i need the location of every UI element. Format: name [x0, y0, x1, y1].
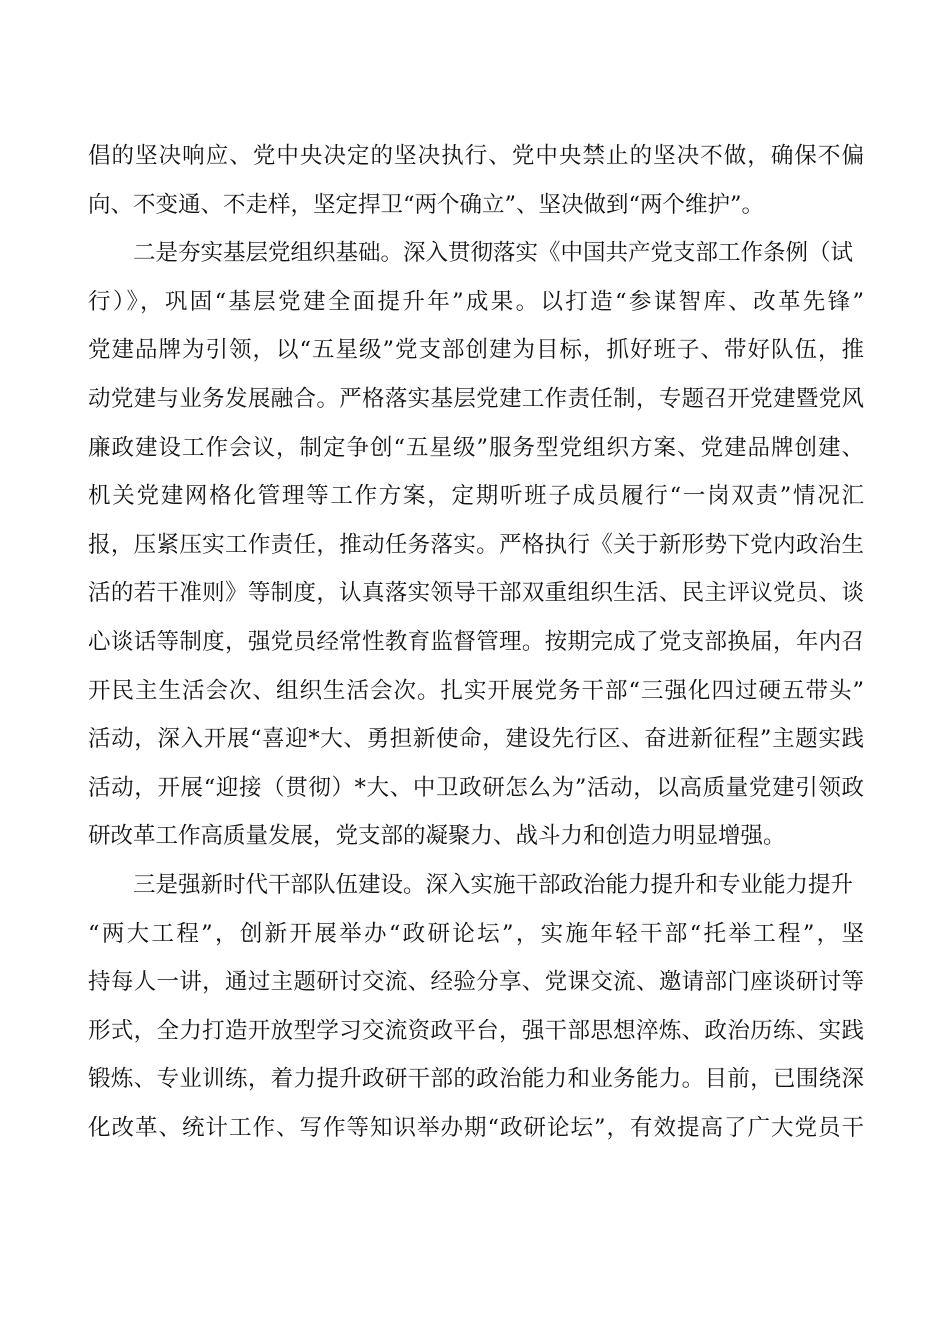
paragraph-line: 形式，全力打造开放型学习交流资政平台，强干部思想淬炼、政治历练、实践 — [88, 1017, 864, 1044]
paragraph-1 — [88, 132, 864, 229]
paragraph-line: 锻炼、专业训练，着力提升政研干部的政治能力和业务能力。目前，已围绕深 — [88, 1066, 864, 1093]
paragraph-3 — [88, 861, 864, 1153]
paragraph-line: 活动，开展“迎接（贯彻）*大、中卫政研怎么为”活动，以高质量党建引领政 — [88, 774, 864, 801]
paragraph-line: 化改革、统计工作、写作等知识举办期“政研论坛”，有效提高了广大党员干 — [88, 1114, 864, 1141]
paragraph-line: 向、不变通、不走样，坚定捍卫“两个确立”、坚决做到“两个维护”。 — [88, 191, 765, 218]
paragraph-line: 党建品牌为引领，以“五星级”党支部创建为目标，抓好班子、带好队伍，推 — [88, 337, 864, 364]
paragraph-2 — [88, 229, 864, 861]
paragraph-line: 报，压紧压实工作责任，推动任务落实。严格执行《关于新形势下党内政治生 — [88, 531, 864, 558]
paragraph-line: 机关党建网格化管理等工作方案，定期听班子成员履行“一岗双责”情况汇 — [88, 483, 864, 510]
paragraph-line: 廉政建设工作会议，制定争创“五星级”服务型党组织方案、党建品牌创建、 — [88, 434, 864, 461]
paragraph-line: 活动，深入开展“喜迎*大、勇担新使命，建设先行区、奋进新征程”主题实践 — [88, 726, 864, 753]
document-body — [88, 132, 864, 1152]
paragraph-line: 动党建与业务发展融合。严格落实基层党建工作责任制，专题召开党建暨党风 — [88, 385, 864, 412]
paragraph-line: 研改革工作高质量发展，党支部的凝聚力、战斗力和创造力明显增强。 — [88, 823, 786, 850]
paragraph-line: 开民主生活会次、组织生活会次。扎实开展党务干部“三强化四过硬五带头” — [88, 677, 864, 704]
paragraph-line: “两大工程”，创新开展举办“政研论坛”，实施年轻干部“托举工程”，坚 — [88, 920, 864, 947]
paragraph-line: 三是强新时代干部队伍建设。深入实施干部政治能力提升和专业能力提升 — [133, 871, 854, 898]
paragraph-line: 行）》，巩固“基层党建全面提升年”成果。以打造“参谋智库、改革先锋” — [88, 288, 864, 315]
paragraph-line: 心谈话等制度，强党员经常性教育监督管理。按期完成了党支部换届，年内召 — [88, 628, 864, 655]
paragraph-line: 倡的坚决响应、党中央决定的坚决执行、党中央禁止的坚决不做，确保不偏 — [88, 143, 864, 169]
paragraph-line: 持每人一讲，通过主题研讨交流、经验分享、党课交流、邀请部门座谈研讨等 — [88, 969, 864, 996]
paragraph-line: 活的若干准则》等制度，认真落实领导干部双重组织生活、民主评议党员、谈 — [88, 580, 864, 607]
paragraph-line: 二是夯实基层党组织基础。深入贯彻落实《中国共产党支部工作条例（试 — [133, 240, 854, 267]
